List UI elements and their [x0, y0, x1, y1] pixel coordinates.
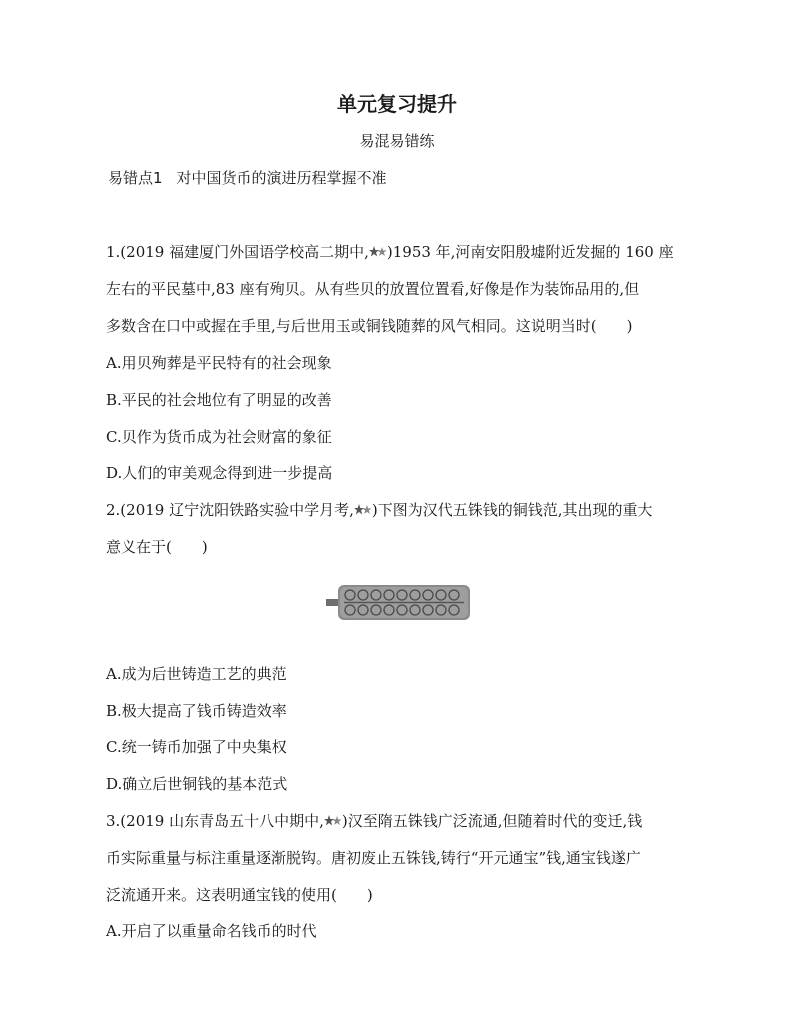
q1-line-1: 1.(2019 福建厦门外国语学校高二期中, )1953 年,河南安阳殷墟附近发掘的 160 座 — [106, 243, 674, 261]
q1-line-3: 多数含在口中或握在手里,与后世用玉或铜钱随葬的风气相同。这说明当时( ) — [106, 317, 633, 335]
q2-option-d: D.确立后世铜钱的基本范式 — [106, 775, 288, 793]
q3-option-a: A.开启了以重量命名钱币的时代 — [106, 922, 317, 940]
q1-option-a: A.用贝殉葬是平民特有的社会现象 — [106, 354, 332, 372]
section-heading — [108, 167, 387, 188]
q3-line-3: 泛流通开来。这表明通宝钱的使用( ) — [106, 886, 373, 904]
section-text: 对中国货币的演进历程掌握不准 — [176, 169, 387, 187]
q1-option-d: D.人们的审美观念得到进一步提高 — [106, 464, 333, 482]
q2-line-2: 意义在于( ) — [106, 538, 208, 556]
section-label: 易错点1 — [108, 169, 163, 187]
page-title: 单元复习提升 — [337, 92, 457, 116]
q2-option-c: C.统一铸币加强了中央集权 — [106, 738, 287, 756]
q3-line-1: 3.(2019 山东青岛五十八中期中, )汉至隋五铢钱广泛流通,但随着时代的变迁,钱 — [106, 812, 643, 830]
coin-mold-figure — [326, 582, 472, 622]
q1-line-2: 左右的平民墓中,83 座有殉贝。从有些贝的放置位置看,好像是作为装饰品用的,但 — [106, 280, 640, 298]
q2-option-a: A.成为后世铸造工艺的典范 — [106, 665, 287, 683]
page-subtitle: 易混易错练 — [359, 132, 435, 150]
q2-line-1: 2.(2019 辽宁沈阳铁路实验中学月考, )下图为汉代五铢钱的铜钱范,其出现的重大 — [106, 501, 653, 519]
q1-option-b: B.平民的社会地位有了明显的改善 — [106, 391, 332, 409]
difficulty-star-icon — [324, 815, 342, 827]
q1-option-c: C.贝作为货币成为社会财富的象征 — [106, 428, 332, 446]
difficulty-star-icon — [369, 246, 387, 258]
q3-line-2: 币实际重量与标注重量逐渐脱钩。唐初废止五铢钱,铸行“开元通宝”钱,通宝钱遂广 — [106, 849, 641, 867]
q2-option-b: B.极大提高了钱币铸造效率 — [106, 702, 287, 720]
difficulty-star-icon — [354, 504, 372, 516]
